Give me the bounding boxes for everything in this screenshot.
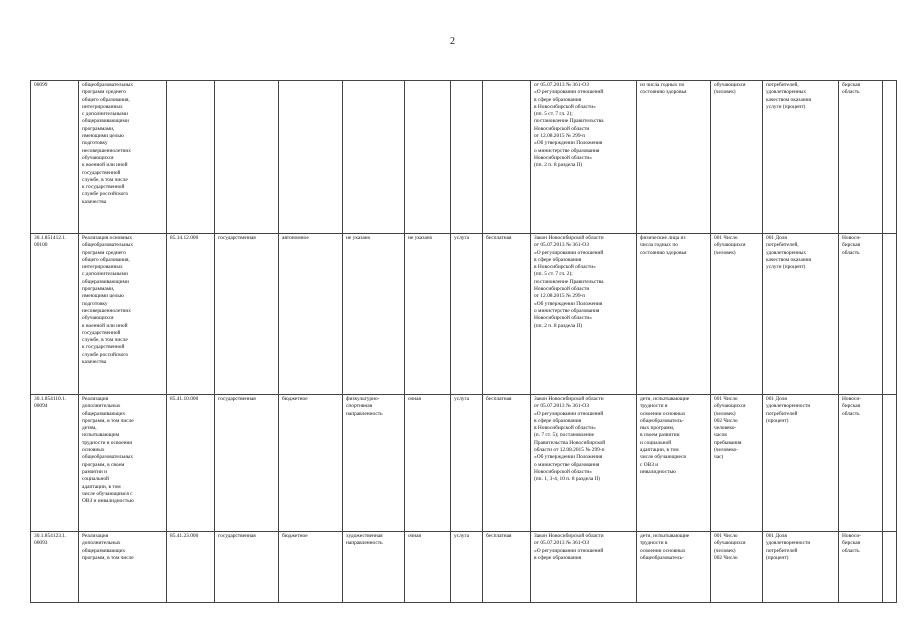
direction: не указано xyxy=(343,234,405,395)
direction: художественная направленность xyxy=(343,532,405,603)
region: Новоси- бирская область xyxy=(839,395,883,532)
service-name: Реализация основных общеобразовательных программ среднего общего образования, интегрированных с дополнительными общеразвивающими программами, имеющими целью подготовку несовершеннолетних обучающихся к военной или иной государственной службе, в том числе к государственной службе российского казачества xyxy=(79,234,167,395)
legal-basis: Закон Новосибирской области от 05.07.2013 № 361-ОЗ «О регулировании отношений в сфере образования в Новосибирской области» (пп. 5 ст. 7 гл. 2); постановление Правительства Новосибирской области от 12.08.2015 № 299-п «Об утверждении Положения о министерстве образования Новосибирской области» (пп. 2 п. 8 раздела II) xyxy=(531,234,637,395)
empty-cell xyxy=(883,532,897,603)
quality-indicators: 001 Доля удовлетворенности потребителей (процент) xyxy=(763,395,839,532)
service-name: общеобразовательных программ среднего общего образования, интегрированных с дополнительными общеразвивающими программами, имеющими целью подготовку несовершеннолетних обучающихся к военной или иной государственной службе, в том числе к государственной службе российского казачества xyxy=(79,81,167,234)
payment-type: бесплатная xyxy=(483,532,531,603)
ownership-form xyxy=(215,81,279,234)
consumers: физические лица из числа годных по состоянию здоровья xyxy=(637,234,711,395)
volume-indicators: обучающихся (человек) xyxy=(711,81,763,234)
table-row xyxy=(31,234,897,395)
quality-indicators: 001 Доля потребителей, удовлетворенных качеством оказания услуги (процент) xyxy=(763,234,839,395)
direction xyxy=(343,81,405,234)
study-form: не указано xyxy=(405,234,451,395)
region: Новоси- бирская область xyxy=(839,532,883,603)
institution-type xyxy=(279,81,343,234)
empty-cell xyxy=(883,234,897,395)
services-table xyxy=(30,80,897,603)
direction: физкультурно- спортивная направленность xyxy=(343,395,405,532)
table-row xyxy=(31,532,897,603)
okved-code xyxy=(167,81,215,234)
page-number: 2 xyxy=(450,36,455,47)
region: бирская область xyxy=(839,81,883,234)
volume-indicators: 001 Число обучающихся (человек) 002 Число xyxy=(711,532,763,603)
payment-type: бесплатная xyxy=(483,234,531,395)
consumers: из числа годных по состоянию здоровья xyxy=(637,81,711,234)
service-type: услуга xyxy=(451,395,483,532)
registry-code: 30.1.854110.1. 00094 xyxy=(31,395,79,532)
legal-basis: Закон Новосибирской области от 05.07.2013 № 361-ОЗ «О регулировании отношений в сфере образования в Новосибирской области» (п. 7 ст. 5); постановление Правительства Новосибирской области от 12.08.2015 № 299-п «Об утверждении Положения о министерстве образования Новосибирской области» (пп. 1, 3-4, 10 п. 8 раздела II) xyxy=(531,395,637,532)
region: Новоси- бирская область xyxy=(839,234,883,395)
ownership-form: государственная xyxy=(215,234,279,395)
institution-type: автономное xyxy=(279,234,343,395)
legal-basis: от 05.07.2013 № 361-ОЗ «О регулировании отношений в сфере образования в Новосибирской области» (пп. 5 ст. 7 гл. 2); постановление Правительства Новосибирской области от 12.08.2015 № 299-п «Об утверждении Положения о министерстве образования Новосибирской области» (пп. 2 п. 8 раздела II) xyxy=(531,81,637,234)
table-row xyxy=(31,395,897,532)
institution-type: бюджетное xyxy=(279,532,343,603)
empty-cell xyxy=(883,395,897,532)
institution-type: бюджетное xyxy=(279,395,343,532)
registry-code: 30.1.851412.1. 00100 xyxy=(31,234,79,395)
service-type: услуга xyxy=(451,234,483,395)
legal-basis: Закон Новосибирской области от 05.07.2013 № 361-ОЗ «О регулировании отношений в сфере образования xyxy=(531,532,637,603)
study-form: очная xyxy=(405,532,451,603)
payment-type xyxy=(483,81,531,234)
volume-indicators: 001 Число обучающихся (человек) xyxy=(711,234,763,395)
ownership-form: государственная xyxy=(215,395,279,532)
service-type xyxy=(451,81,483,234)
service-name: Реализация дополнительных общеразвивающих программ, в том числе детям, испытывающим трудности в освоении основных общеобразовательных программ, в своем развитии и социальной адаптации, в том числе обучающимся с ОВЗ и инвалидностью xyxy=(79,395,167,532)
ownership-form: государственная xyxy=(215,532,279,603)
table-row xyxy=(31,81,897,234)
payment-type: бесплатная xyxy=(483,395,531,532)
okved-code: 85.41.23.000 xyxy=(167,532,215,603)
volume-indicators: 001 Число обучающихся (человек) 002 Число человеко- часов пребывания (человеко- час) xyxy=(711,395,763,532)
study-form: очная xyxy=(405,395,451,532)
service-type: услуга xyxy=(451,532,483,603)
registry-code: 30.1.854123.1. 00093 xyxy=(31,532,79,603)
quality-indicators: 001 Доля удовлетворенности потребителей (процент) xyxy=(763,532,839,603)
consumers: дети, испытывающие трудности в освоении основных общеобразователь- xyxy=(637,532,711,603)
registry-code: 00099 xyxy=(31,81,79,234)
service-name: Реализация дополнительных общеразвивающих программ, в том числе xyxy=(79,532,167,603)
quality-indicators: потребителей, удовлетворенных качеством оказания услуги (процент) xyxy=(763,81,839,234)
consumers: дети, испытывающие трудности в освоении основных общеобразователь- ных программ, в своем развитии и социальной адаптации, в том числе обучающиеся с ОВЗ и инвалидностью xyxy=(637,395,711,532)
okved-code: 85.41.10.000 xyxy=(167,395,215,532)
empty-cell xyxy=(883,81,897,234)
study-form xyxy=(405,81,451,234)
okved-code: 85.14.12.000 xyxy=(167,234,215,395)
